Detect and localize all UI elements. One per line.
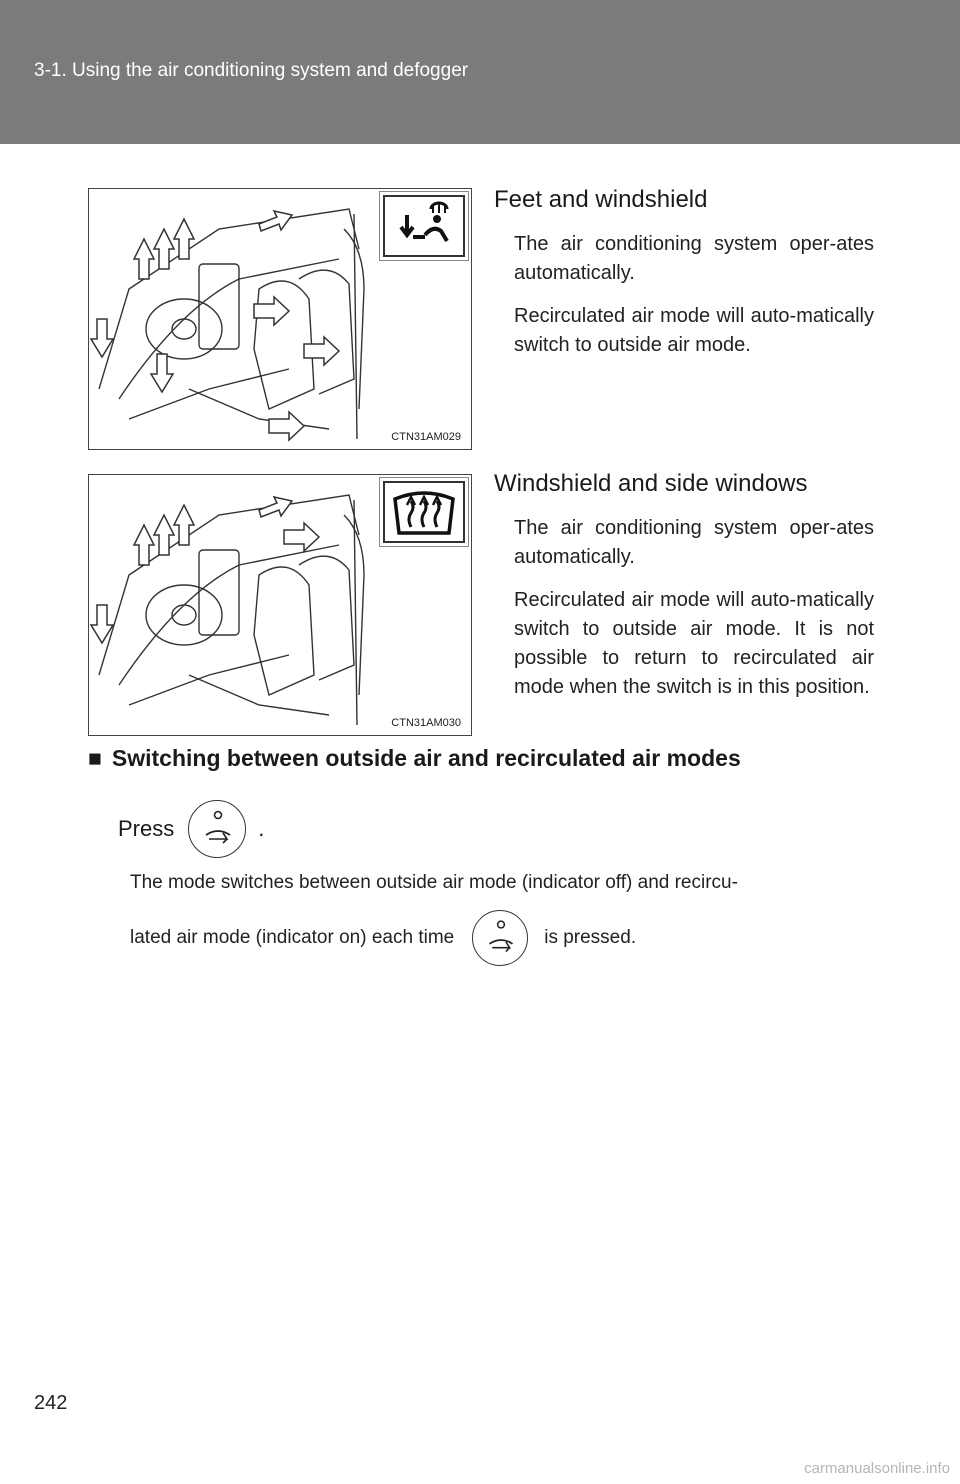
mode-paragraph: The air conditioning system oper-ates automatically. bbox=[514, 517, 874, 568]
press-suffix: . bbox=[258, 816, 265, 841]
section-heading bbox=[88, 745, 741, 772]
mode-paragraph: Recirculated air mode will auto-matically switch to outside air mode. bbox=[514, 305, 874, 356]
press-label: Press bbox=[118, 816, 175, 841]
mode-windshield-side-windows bbox=[494, 470, 874, 716]
mode-feet-windshield bbox=[494, 186, 874, 374]
description-suffix: is pressed. bbox=[544, 927, 637, 948]
figure-code: CTN31AM029 bbox=[391, 431, 461, 443]
description-line: The mode switches between outside air mode (indicator off) and recircu- bbox=[130, 872, 738, 893]
figure-windshield-side-windows bbox=[88, 474, 472, 736]
feet-windshield-mode-icon bbox=[383, 195, 465, 257]
mode-title: Feet and windshield bbox=[494, 186, 708, 213]
press-instruction bbox=[118, 800, 264, 858]
recirculation-button-icon bbox=[188, 800, 246, 858]
page-number: 242 bbox=[34, 1392, 68, 1414]
recirculation-button-icon bbox=[472, 910, 528, 966]
description-line bbox=[130, 910, 636, 966]
page-header bbox=[0, 0, 960, 144]
figure-code: CTN31AM030 bbox=[391, 717, 461, 729]
mode-paragraph: The air conditioning system oper-ates automatically. bbox=[514, 233, 874, 284]
footer-watermark: carmanualsonline.info bbox=[804, 1460, 950, 1477]
description-prefix: lated air mode (indicator on) each time bbox=[130, 927, 455, 948]
windshield-defroster-icon bbox=[383, 481, 465, 543]
mode-paragraph: Recirculated air mode will auto-matically switch to outside air mode. It is not possible to return to recirculated air mode when the switch is in this position. bbox=[514, 589, 874, 698]
mode-title: Windshield and side windows bbox=[494, 470, 808, 497]
bullet-square-icon: ■ bbox=[88, 745, 102, 771]
section-title: 3-1. Using the air conditioning system and defogger bbox=[34, 60, 469, 81]
section-heading-text: Switching between outside air and recirculated air modes bbox=[111, 745, 741, 771]
figure-feet-windshield bbox=[88, 188, 472, 450]
